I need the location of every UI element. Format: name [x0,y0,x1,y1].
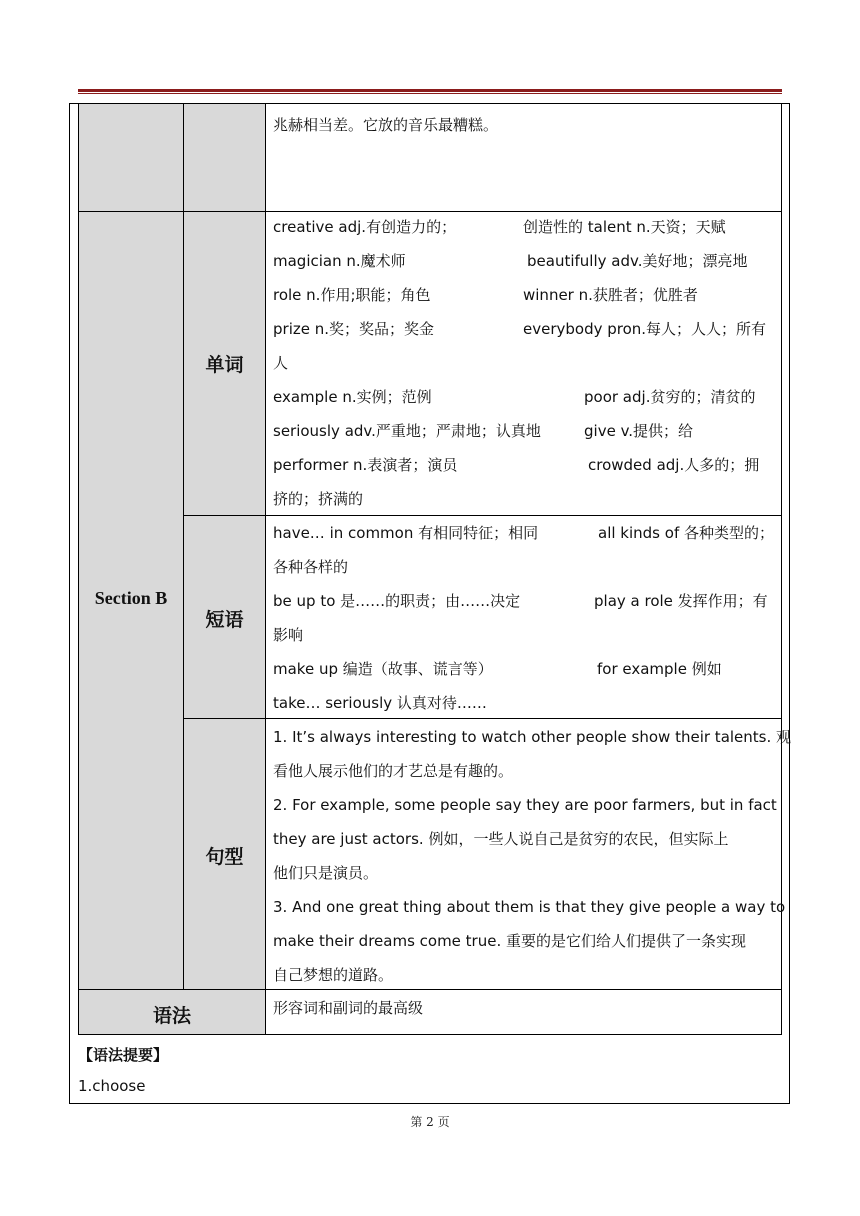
vocab-line-4-right: everybody pron.每人；人人；所有 [523,320,767,338]
vocab-line-3-right: winner n.获胜者；优胜者 [523,286,698,304]
sentences-label: 句型 [205,846,244,868]
vocab-line-8-left: performer n.表演者；演员 [273,456,458,474]
phrase-line-4-left: 影响 [273,626,304,644]
top-row-category-cell [183,103,266,212]
phrases-label: 短语 [205,609,244,631]
phrase-line-6-left: take… seriously 认真对待…… [273,694,487,712]
sentence-line-2: 看他人展示他们的才艺总是有趣的。 [273,762,514,780]
sentence-line-5: 他们只是演员。 [273,864,379,882]
vocab-line-1-right: 创造性的 talent n.天资；天赋 [523,218,726,236]
vocab-line-2-right: beautifully adv.美好地；漂亮地 [527,252,748,270]
phrase-line-2-left: 各种各样的 [273,558,349,576]
top-row-text: 兆赫相当差。它放的音乐最糟糕。 [273,116,499,134]
sentence-line-7: make their dreams come true. 重要的是它们给人们提供了一条实现 [273,932,746,950]
vocab-line-1-left: creative adj.有创造力的； [273,218,457,236]
sentence-line-8: 自己梦想的道路。 [273,966,394,984]
sentence-line-1: 1. It’s always interesting to watch other people show their talents. 观 [273,728,792,746]
vocab-line-4-left: prize n.奖；奖品；奖金 [273,320,435,338]
vocab-line-2-left: magician n.魔术师 [273,252,406,270]
top-row-section-cell [78,103,184,212]
phrase-line-5-right: for example 例如 [597,660,722,678]
phrase-line-1-left: have… in common 有相同特征；相同 [273,524,539,542]
phrase-line-3-left: be up to 是……的职责；由……决定 [273,592,521,610]
phrase-line-5-left: make up 编造（故事、谎言等） [273,660,493,678]
vocab-line-3-left: role n.作用;职能；角色 [273,286,431,304]
vocab-line-5-left: 人 [273,354,289,372]
vocab-line-6-left: example n.实例；范例 [273,388,432,406]
vocab-line-6-right: poor adj.贫穷的；清贫的 [584,388,756,406]
vocab-line-9-left: 挤的；挤满的 [273,490,364,508]
vocab-line-8-right: crowded adj.人多的；拥 [588,456,760,474]
grammar-points-heading: 【语法提要】 [78,1046,169,1064]
grammar-point-1: 1.choose [78,1077,146,1095]
sentence-line-6: 3. And one great thing about them is that they give people a way to [273,898,786,916]
vocab-line-7-right: give v.提供；给 [584,422,694,440]
phrase-line-1-right: all kinds of 各种类型的； [598,524,774,542]
page-number: 第 2 页 [410,1115,450,1129]
sentence-line-3: 2. For example, some people say they are poor farmers, but in fact [273,796,777,814]
section-label: Section B [94,588,168,608]
grammar-text: 形容词和副词的最高级 [273,999,424,1017]
grammar-label: 语法 [152,1005,191,1027]
vocab-line-7-left: seriously adv.严重地；严肃地；认真地 [273,422,541,440]
phrase-line-3-right: play a role 发挥作用；有 [594,592,768,610]
header-rule [78,89,782,94]
vocab-label: 单词 [205,354,244,376]
sentence-line-4: they are just actors. 例如，一些人说自己是贫穷的农民，但实际上 [273,830,729,848]
